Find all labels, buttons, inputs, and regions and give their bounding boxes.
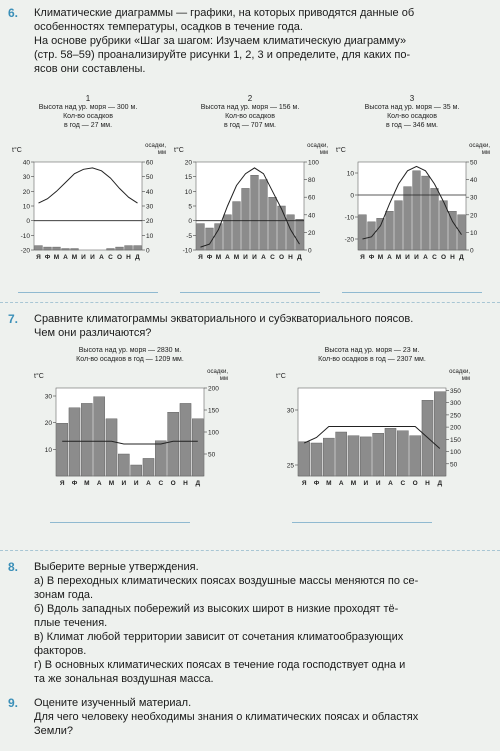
task-line: Чем они различаются? [34, 327, 152, 339]
precipitation-bar [373, 433, 384, 476]
task-line: (стр. 58–59) проанализируйте рисунки 1, 2, 3 и определите, для каких по- [34, 49, 411, 61]
axis-label-precipitation: мм [481, 150, 490, 156]
axis-label-precipitation: мм [461, 376, 470, 382]
climate-chart-subequatorial [272, 346, 472, 506]
month-label: И [405, 254, 410, 261]
chart-caption: Высота над ур. моря — 35 м. [364, 104, 460, 111]
option-line[interactable]: в) Климат любой территории зависит от сочетания климатообразующих [34, 631, 404, 643]
month-label: Ф [71, 480, 78, 487]
temp-tick-label: 0 [188, 218, 192, 226]
task-line: особенностях температуры, осадков в течение года. [34, 21, 303, 33]
precipitation-bar [385, 428, 396, 476]
precipitation-bar [278, 206, 286, 250]
axis-label-precipitation: мм [219, 376, 228, 382]
task-text [34, 312, 490, 340]
precipitation-bar [404, 187, 412, 250]
month-label: Я [59, 480, 65, 487]
month-label: С [108, 254, 113, 261]
precipitation-bar [143, 458, 154, 476]
precipitation-bar [81, 403, 92, 476]
option-line[interactable]: г) В основных климатических поясах в течение года господствует одна и [34, 659, 406, 671]
precipitation-bar [287, 215, 295, 250]
precip-tick-label: 20 [308, 229, 316, 237]
answer-line[interactable] [342, 292, 482, 293]
precipitation-bar [458, 215, 466, 250]
month-label: Д [135, 254, 140, 261]
task-line: Оцените изученный материал. [34, 697, 192, 709]
climate-chart-plot [272, 366, 472, 506]
month-label: А [338, 480, 344, 487]
precip-tick-label: 10 [470, 229, 478, 237]
month-label: С [158, 480, 164, 487]
axis-label-precipitation: мм [157, 150, 166, 156]
climate-chart-equatorial [30, 346, 230, 506]
precipitation-bar [299, 442, 310, 476]
precipitation-bar [118, 454, 129, 476]
option-line[interactable]: а) В переходных климатических поясах воздушные массы меняются по се- [34, 575, 419, 587]
month-label: И [414, 254, 419, 261]
option-line[interactable]: та же зональная воздушная масса. [34, 673, 214, 685]
precip-tick-label: 40 [470, 177, 478, 185]
temp-tick-label: 20 [44, 420, 52, 428]
precipitation-bar [106, 419, 117, 476]
axis-label-temperature: t°C [34, 373, 44, 380]
precipitation-bar [377, 218, 385, 250]
chart-caption: Высота над ур. моря — 23 м. [324, 347, 420, 354]
precipitation-bar [434, 392, 445, 476]
task-text [34, 6, 490, 76]
temp-tick-label: 5 [188, 203, 192, 211]
precip-tick-label: 50 [146, 174, 154, 182]
month-label: Ф [206, 254, 213, 261]
month-label: М [108, 480, 115, 487]
precipitation-bar [397, 431, 408, 476]
precipitation-bar [134, 246, 142, 250]
precip-tick-label: 60 [308, 194, 316, 202]
axis-label-precipitation: осадки, [207, 369, 228, 375]
month-label: А [146, 480, 151, 487]
month-label: М [84, 480, 90, 487]
precip-tick-label: 60 [146, 159, 154, 167]
task-line: На основе рубрики «Шаг за шагом: Изучаем климатическую диаграмму» [34, 35, 407, 47]
month-label: С [400, 480, 406, 487]
month-label: Н [425, 480, 430, 487]
precip-tick-label: 100 [450, 449, 461, 457]
task-line: Сравните климатограммы экваториального и субэкваториального поясов. [34, 313, 414, 325]
task-title: Выберите верные утверждения. [34, 561, 199, 573]
month-label: Н [450, 254, 455, 261]
axis-label-temperature: t°C [174, 147, 184, 154]
temp-tick-label: -20 [20, 247, 30, 255]
precipitation-bar [107, 249, 115, 250]
precipitation-bar [242, 188, 250, 250]
axis-label-temperature: t°C [12, 147, 22, 154]
month-label: Д [195, 480, 201, 487]
month-label: М [53, 254, 60, 261]
temp-tick-label: 30 [286, 407, 294, 415]
month-label: Ф [368, 254, 375, 261]
option-line[interactable]: факторов. [34, 645, 87, 657]
month-label: А [261, 254, 266, 261]
precip-tick-label: 40 [146, 188, 154, 196]
temp-tick-label: 0 [350, 192, 354, 200]
precipitation-bar [224, 215, 232, 250]
precip-tick-label: 250 [450, 412, 461, 420]
precipitation-bar [69, 408, 80, 476]
option-line[interactable]: зонам года. [34, 589, 94, 601]
task-number: 7. [8, 312, 19, 326]
task-line: ясов они составлены. [34, 63, 146, 75]
precip-tick-label: 50 [470, 159, 478, 167]
task-number: 6. [8, 6, 19, 20]
temp-tick-label: 20 [22, 188, 30, 196]
month-label: Н [126, 254, 131, 261]
precipitation-bar [180, 403, 191, 476]
temp-tick-label: 20 [184, 159, 192, 167]
month-label: М [71, 254, 78, 261]
task-text [34, 696, 490, 738]
precip-tick-label: 150 [450, 436, 461, 444]
precip-tick-label: 20 [470, 212, 478, 220]
task-6 [8, 6, 490, 76]
month-label: О [116, 254, 123, 261]
month-label: А [387, 254, 392, 261]
climate-chart-plot [30, 366, 230, 506]
task-number: 9. [8, 696, 19, 710]
precipitation-bar [44, 247, 52, 250]
precipitation-bar [359, 215, 367, 250]
axis-label-precipitation: осадки, [145, 143, 166, 149]
month-label: И [133, 480, 139, 487]
precipitation-bar [269, 197, 277, 250]
month-label: О [278, 254, 285, 261]
month-label: Ф [44, 254, 51, 261]
precipitation-bar [386, 211, 394, 250]
precip-tick-label: 200 [450, 424, 461, 432]
month-label: М [326, 480, 332, 487]
precipitation-bar [336, 432, 347, 476]
task-line: Земли? [34, 725, 74, 737]
task-line: Климатические диаграммы — графики, на которых приводятся данные об [34, 7, 415, 19]
precip-tick-label: 50 [450, 461, 458, 469]
month-label: Я [36, 254, 41, 261]
axis-label-precipitation: осадки, [449, 369, 470, 375]
month-label: А [63, 254, 68, 261]
task-number: 8. [8, 560, 19, 574]
answer-line[interactable] [180, 292, 320, 293]
chart-caption: Высота над ур. моря — 2830 м. [78, 347, 182, 354]
month-label: И [81, 254, 86, 261]
answer-line[interactable] [50, 522, 190, 523]
month-label: А [96, 480, 102, 487]
month-label: О [412, 480, 418, 487]
chart-caption: Высота над ур. моря — 156 м. [200, 104, 300, 111]
chart-caption: в год — 346 мм. [386, 122, 438, 129]
precipitation-bar [57, 423, 68, 476]
precipitation-bar [251, 175, 259, 250]
answer-line[interactable] [292, 522, 432, 523]
temp-tick-label: 10 [44, 446, 52, 454]
precipitation-bar [233, 202, 241, 250]
climate-chart-3 [332, 94, 492, 280]
section-divider [0, 550, 500, 551]
month-label: И [121, 480, 127, 487]
month-label: М [233, 254, 240, 261]
precip-tick-label: 30 [146, 203, 154, 211]
temp-tick-label: 15 [184, 174, 192, 182]
axis-label-temperature: t°C [336, 147, 346, 154]
precipitation-bar [311, 443, 322, 476]
chart-number: 1 [85, 94, 91, 103]
temp-tick-label: 10 [22, 203, 30, 211]
option-line[interactable]: б) Вдоль западных побережий из высоких широт в низкие проходят тё- [34, 603, 399, 615]
precipitation-bar [192, 419, 203, 476]
chart-caption: в год — 27 мм. [63, 122, 113, 129]
month-label: Н [183, 480, 188, 487]
month-label: С [432, 254, 437, 261]
precipitation-bar [360, 437, 371, 476]
task-8 [8, 560, 490, 686]
month-label: М [215, 254, 222, 261]
precipitation-bar [94, 397, 105, 476]
month-label: Я [301, 480, 307, 487]
temp-tick-label: 30 [44, 393, 52, 401]
precip-tick-label: 0 [308, 247, 312, 255]
climate-chart-plot [8, 140, 168, 280]
month-label: М [350, 480, 357, 487]
month-label: Д [437, 480, 443, 487]
month-label: Я [198, 254, 203, 261]
task-9 [8, 696, 490, 738]
month-label: Н [288, 254, 293, 261]
precipitation-bar [431, 188, 439, 250]
precipitation-bar [260, 180, 268, 250]
precip-tick-label: 200 [208, 385, 219, 393]
precipitation-bar [62, 249, 70, 250]
precipitation-bar [449, 211, 457, 250]
precipitation-bar [395, 201, 403, 250]
precip-tick-label: 0 [470, 247, 474, 255]
climate-chart-plot [332, 140, 492, 280]
precip-tick-label: 30 [470, 194, 478, 202]
temp-tick-label: 0 [26, 218, 30, 226]
precip-tick-label: 40 [308, 212, 316, 220]
precipitation-bar [155, 441, 166, 476]
axis-label-precipitation: мм [319, 150, 328, 156]
precipitation-bar [125, 246, 133, 250]
chart-caption: Кол-во осадков [387, 113, 437, 120]
precipitation-bar [35, 246, 43, 250]
month-label: И [243, 254, 248, 261]
precipitation-bar [323, 438, 334, 476]
chart-number: 2 [247, 94, 253, 103]
axis-label-precipitation: осадки, [307, 143, 328, 149]
temp-tick-label: -10 [20, 232, 30, 240]
month-label: Я [360, 254, 365, 261]
precip-tick-label: 80 [308, 177, 316, 185]
month-label: И [90, 254, 95, 261]
temp-tick-label: 10 [346, 170, 354, 178]
climate-chart-2 [170, 94, 330, 280]
precipitation-bar [410, 436, 421, 476]
month-label: А [225, 254, 230, 261]
precipitation-bar [413, 171, 421, 250]
answer-line[interactable] [18, 292, 158, 293]
month-label: М [395, 254, 402, 261]
month-label: О [170, 480, 176, 487]
temp-tick-label: 25 [286, 462, 294, 470]
month-label: О [440, 254, 447, 261]
month-label: И [363, 480, 369, 487]
chart-caption: Кол-во осадков в год — 1209 мм. [76, 356, 184, 363]
month-label: С [270, 254, 275, 261]
month-label: И [375, 480, 381, 487]
precipitation-bar [215, 224, 223, 250]
temp-tick-label: -10 [182, 247, 192, 255]
month-label: М [377, 254, 384, 261]
precip-tick-label: 350 [450, 387, 461, 395]
plot-area [34, 162, 142, 250]
precip-tick-label: 50 [208, 451, 216, 459]
temp-tick-label: -10 [344, 214, 354, 222]
month-label: Ф [313, 480, 320, 487]
axis-label-temperature: t°C [276, 373, 286, 380]
chart-caption: в год — 707 мм. [224, 122, 276, 129]
precip-tick-label: 150 [208, 407, 219, 415]
chart-number: 3 [409, 94, 415, 103]
climate-chart-plot [170, 140, 330, 280]
task-line: Для чего человеку необходимы знания о климатических поясах и областях [34, 711, 419, 723]
precipitation-bar [296, 219, 304, 250]
axis-label-precipitation: осадки, [469, 143, 490, 149]
month-label: А [99, 254, 104, 261]
chart-caption: Кол-во осадков [63, 113, 113, 120]
chart-caption: Кол-во осадков в год — 2307 мм. [318, 356, 426, 363]
month-label: А [423, 254, 428, 261]
precip-tick-label: 10 [146, 232, 154, 240]
task-7 [8, 312, 490, 340]
precipitation-bar [168, 412, 179, 476]
section-divider [0, 302, 500, 303]
precipitation-bar [131, 465, 142, 476]
climate-chart-1 [8, 94, 168, 280]
temp-tick-label: -5 [186, 232, 192, 240]
precip-tick-label: 100 [308, 159, 319, 167]
task-text [34, 560, 490, 686]
precipitation-bar [368, 222, 376, 250]
precipitation-bar [71, 249, 79, 250]
temp-tick-label: 30 [22, 174, 30, 182]
precip-tick-label: 100 [208, 429, 219, 437]
chart-caption: Кол-во осадков [225, 113, 275, 120]
precipitation-bar [53, 247, 61, 250]
temp-tick-label: -20 [344, 236, 354, 244]
precipitation-bar [348, 436, 359, 476]
chart-caption: Высота над ур. моря — 300 м. [38, 104, 138, 111]
month-label: А [388, 480, 393, 487]
temp-tick-label: 10 [184, 188, 192, 196]
precip-tick-label: 20 [146, 218, 154, 226]
precip-tick-label: 0 [146, 247, 150, 255]
precip-tick-label: 300 [450, 400, 461, 408]
temp-tick-label: 40 [22, 159, 30, 167]
precipitation-bar [422, 176, 430, 250]
precipitation-bar [116, 247, 124, 250]
month-label: И [252, 254, 257, 261]
month-label: Д [459, 254, 464, 261]
option-line[interactable]: плые течения. [34, 617, 108, 629]
month-label: Д [297, 254, 302, 261]
